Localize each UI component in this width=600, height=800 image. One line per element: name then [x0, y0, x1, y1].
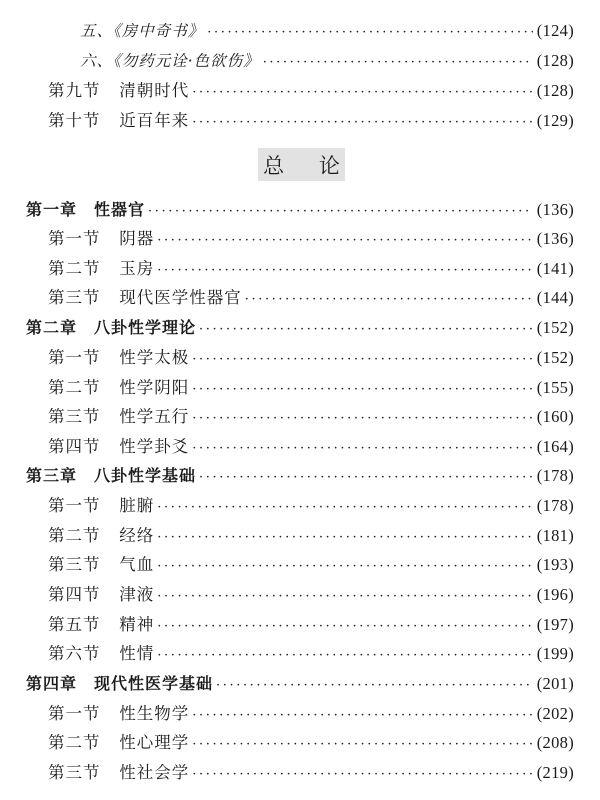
section-number: 第二节: [48, 733, 101, 752]
dot-leader: [157, 257, 533, 285]
section-number: 第十节: [48, 111, 101, 130]
section-name: 性社会学: [119, 763, 190, 782]
toc-chapter[interactable]: [26, 462, 574, 490]
section-name: 阴器: [119, 229, 155, 248]
dot-leader: [192, 346, 533, 374]
page-number: (201): [536, 674, 574, 693]
toc-entry[interactable]: [48, 107, 574, 135]
section-name: 性学阴阳: [119, 378, 190, 397]
page-number: (178): [536, 496, 574, 515]
section-number: 第六节: [48, 644, 101, 663]
dot-leader: [199, 464, 533, 492]
section-number: 第九节: [48, 81, 101, 100]
section-name: 精神: [119, 615, 155, 634]
section-name: 玉房: [119, 259, 155, 278]
entry-title: 五、《房中奇书》: [80, 22, 205, 40]
page-number: (128): [536, 81, 574, 100]
dot-leader: [192, 761, 533, 789]
toc-entry[interactable]: [48, 759, 574, 787]
toc-chapter[interactable]: [26, 670, 574, 698]
page-number: (199): [536, 644, 574, 663]
page-number: (164): [536, 437, 574, 456]
toc-entry[interactable]: [48, 581, 574, 609]
section-number: 第四节: [48, 585, 101, 604]
dot-leader: [148, 198, 533, 226]
section-name: 清朝时代: [119, 81, 190, 100]
section-name: 脏腑: [119, 496, 155, 515]
page-number: (197): [536, 615, 574, 634]
page-number: (136): [536, 229, 574, 248]
dot-leader: [192, 702, 533, 730]
dot-leader: [199, 316, 533, 344]
section-number: 第四节: [48, 437, 101, 456]
page-number: (208): [536, 733, 574, 752]
section-name: 现代医学性器官: [119, 288, 242, 307]
dot-leader: [216, 672, 533, 700]
section-name: 性学五行: [119, 407, 190, 426]
dot-leader: [157, 494, 533, 522]
dot-leader: [192, 376, 533, 404]
toc-entry[interactable]: [48, 374, 574, 402]
toc-chapter[interactable]: [26, 314, 574, 342]
page-number: (129): [536, 111, 574, 130]
section-name: 津液: [119, 585, 155, 604]
page-number: (181): [536, 526, 574, 545]
heading-text: 总 论: [263, 153, 354, 178]
dot-leader: [157, 227, 533, 255]
dot-leader: [157, 613, 533, 641]
section-number: 第一节: [48, 704, 101, 723]
dot-leader: [192, 405, 533, 433]
dot-leader: [157, 642, 533, 670]
chapter-title: 第三章 八卦性学基础: [26, 466, 197, 485]
toc-entry[interactable]: [48, 611, 574, 639]
section-number: 第一节: [48, 229, 101, 248]
section-number: 第三节: [48, 407, 101, 426]
dot-leader: [192, 731, 533, 759]
page-number: (141): [536, 259, 574, 278]
section-heading: [258, 148, 354, 181]
section-name: 性情: [119, 644, 155, 663]
page-number: (155): [536, 378, 574, 397]
section-name: 经络: [119, 526, 155, 545]
dot-leader: [157, 583, 533, 611]
chapter-title: 第一章 性器官: [26, 200, 146, 219]
toc-entry[interactable]: [48, 729, 574, 757]
page-number: (202): [536, 704, 574, 723]
section-number: 第五节: [48, 615, 101, 634]
dot-leader: [192, 435, 533, 463]
toc-entry[interactable]: [48, 522, 574, 550]
toc-entry[interactable]: [48, 77, 574, 105]
section-number: 第一节: [48, 348, 101, 367]
section-number: 第三节: [48, 763, 101, 782]
toc-chapter[interactable]: [26, 196, 574, 224]
toc-entry[interactable]: [48, 225, 574, 253]
dot-leader: [192, 79, 533, 107]
page-number: (196): [536, 585, 574, 604]
dot-leader: [207, 19, 532, 47]
section-name: 近百年来: [119, 111, 190, 130]
chapter-title: 第二章 八卦性学理论: [26, 318, 197, 337]
page-number: (219): [536, 763, 574, 782]
dot-leader: [245, 286, 533, 314]
page-number: (160): [536, 407, 574, 426]
toc-entry[interactable]: [48, 344, 574, 372]
page-number: (136): [536, 200, 574, 219]
entry-title: 六、《勿药元诠·色欲伤》: [80, 52, 260, 70]
section-number: 第三节: [48, 555, 101, 574]
page-number: (152): [536, 318, 574, 337]
section-name: 性心理学: [119, 733, 190, 752]
section-number: 第二节: [48, 259, 101, 278]
toc-entry[interactable]: [80, 17, 574, 45]
page-number: (144): [536, 288, 574, 307]
toc-entry[interactable]: [48, 551, 574, 579]
toc-entry[interactable]: [48, 403, 574, 431]
section-name: 性学太极: [119, 348, 190, 367]
toc-entry[interactable]: [48, 640, 574, 668]
toc-entry[interactable]: [80, 47, 574, 75]
section-number: 第二节: [48, 526, 101, 545]
page-number: (193): [536, 555, 574, 574]
section-number: 第一节: [48, 496, 101, 515]
page-number: (152): [536, 348, 574, 367]
toc-entry[interactable]: [48, 700, 574, 728]
dot-leader: [157, 524, 533, 552]
page-number: (124): [536, 21, 574, 40]
page-number: (178): [536, 466, 574, 485]
section-name: 性生物学: [119, 704, 190, 723]
section-number: 第三节: [48, 288, 101, 307]
toc-entry[interactable]: [48, 433, 574, 461]
toc-entry[interactable]: [48, 284, 574, 312]
section-name: 气血: [119, 555, 155, 574]
section-number: 第二节: [48, 378, 101, 397]
dot-leader: [263, 49, 533, 77]
chapter-title: 第四章 现代性医学基础: [26, 674, 214, 693]
dot-leader: [192, 109, 533, 137]
section-name: 性学卦爻: [119, 437, 190, 456]
page-number: (128): [536, 51, 574, 70]
toc-entry[interactable]: [48, 255, 574, 283]
dot-leader: [157, 553, 533, 581]
toc-entry[interactable]: [48, 492, 574, 520]
